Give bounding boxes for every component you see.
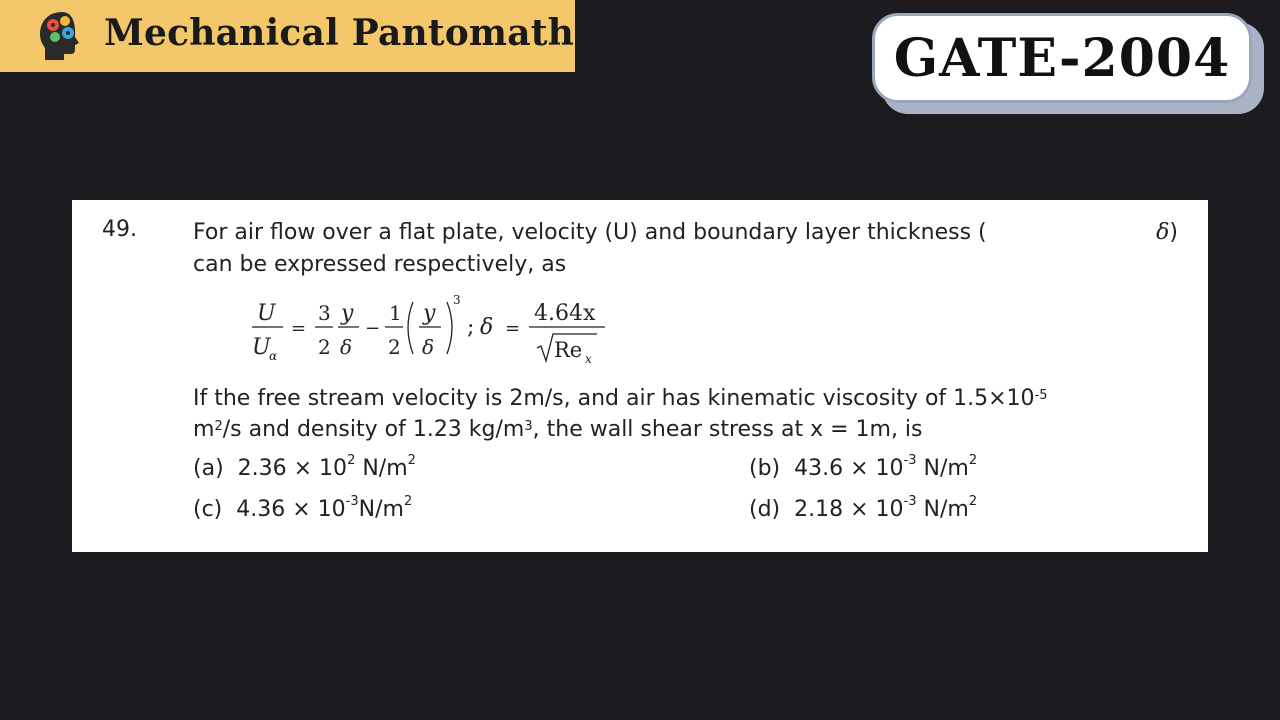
stem-line-1-text: For air flow over a flat plate, velocity (U) and boundary layer thickness ( bbox=[193, 220, 987, 245]
option-d-unit-exponent: 2 bbox=[968, 494, 978, 509]
given-line-1-exponent: -5 bbox=[1034, 388, 1048, 403]
minus-sign: − bbox=[365, 318, 381, 339]
delta-symbol: δ bbox=[480, 315, 494, 340]
lhs-denominator: U bbox=[252, 335, 271, 360]
formula-svg bbox=[247, 293, 667, 371]
formula-separator: ; bbox=[467, 315, 475, 340]
given-line-2-text: /s and density of 1.23 kg/m bbox=[222, 417, 525, 442]
option-a[interactable] bbox=[193, 453, 416, 481]
option-a-value: 2.36 × 10 bbox=[237, 456, 348, 481]
rhs-numerator: 4.64x bbox=[534, 301, 596, 326]
option-d-value: 2.18 × 10 bbox=[794, 497, 904, 522]
stem-line-1 bbox=[193, 217, 1178, 249]
option-b-unit-exponent: 2 bbox=[968, 453, 978, 468]
exam-badge bbox=[872, 13, 1252, 103]
given-line-2-end: , the wall shear stress at x = 1m, is bbox=[532, 417, 923, 442]
question-stem bbox=[193, 217, 1183, 281]
option-b-unit: N/m bbox=[916, 456, 969, 481]
exam-badge-label: GATE-2004 bbox=[893, 27, 1231, 89]
stem-line-1-end: ) bbox=[1169, 220, 1178, 245]
equals-1: = bbox=[291, 318, 307, 339]
fraction-delta-denominator: δ bbox=[340, 335, 353, 359]
question-given bbox=[193, 383, 1193, 445]
option-a-unit: N/m bbox=[355, 456, 408, 481]
paren-y-numerator: y bbox=[423, 301, 436, 326]
stem-delta-symbol: δ bbox=[1156, 220, 1170, 245]
option-a-unit-exponent: 2 bbox=[407, 453, 416, 468]
option-c-unit-exponent: 2 bbox=[403, 494, 413, 509]
brand-name: Mechanical Pantomath bbox=[104, 12, 574, 54]
brand-banner bbox=[0, 0, 575, 72]
question-number: 49. bbox=[102, 217, 137, 242]
option-c-value: 4.36 × 10 bbox=[236, 497, 346, 522]
option-c-label: (c) bbox=[193, 497, 223, 522]
option-b-value: 43.6 × 10 bbox=[794, 456, 904, 481]
lhs-numerator: U bbox=[257, 301, 276, 326]
power-3: 3 bbox=[453, 293, 461, 307]
given-line-2 bbox=[193, 414, 1193, 445]
given-line-2-unit: m bbox=[193, 417, 215, 442]
paren-delta-denominator: δ bbox=[422, 335, 435, 359]
option-c-exponent: -3 bbox=[345, 494, 359, 509]
option-a-label: (a) bbox=[193, 456, 224, 481]
stem-line-2: can be expressed respectively, as bbox=[193, 252, 567, 277]
rhs-denominator: Re bbox=[554, 338, 583, 362]
given-line-2-exponent-1: 2 bbox=[214, 419, 223, 434]
option-d-label: (d) bbox=[749, 497, 781, 522]
option-d-exponent: -3 bbox=[903, 494, 917, 509]
option-b-label: (b) bbox=[749, 456, 781, 481]
fraction-3-denominator: 2 bbox=[318, 335, 331, 359]
fraction-3-numerator: 3 bbox=[318, 301, 331, 325]
option-d[interactable] bbox=[749, 494, 978, 522]
fraction-y-numerator: y bbox=[341, 301, 354, 326]
option-b-exponent: -3 bbox=[903, 453, 917, 468]
option-d-unit: N/m bbox=[916, 497, 969, 522]
lhs-denominator-subscript: α bbox=[269, 349, 278, 363]
given-line-2-exponent-2: 3 bbox=[524, 419, 533, 434]
option-b[interactable] bbox=[749, 453, 978, 481]
given-line-1 bbox=[193, 383, 1193, 414]
fraction-1-numerator: 1 bbox=[389, 301, 402, 325]
question-card bbox=[72, 200, 1208, 552]
option-a-exponent: 2 bbox=[347, 453, 356, 468]
rhs-denominator-subscript: x bbox=[585, 352, 592, 366]
given-line-1-text: If the free stream velocity is 2m/s, and air has kinematic viscosity of 1.5×10 bbox=[193, 386, 1035, 411]
equals-2: = bbox=[505, 318, 521, 339]
option-c-unit: N/m bbox=[358, 497, 404, 522]
head-gears-icon bbox=[34, 8, 90, 64]
velocity-profile-formula bbox=[247, 293, 667, 371]
option-c[interactable] bbox=[193, 494, 413, 522]
fraction-2-denominator: 2 bbox=[388, 335, 401, 359]
